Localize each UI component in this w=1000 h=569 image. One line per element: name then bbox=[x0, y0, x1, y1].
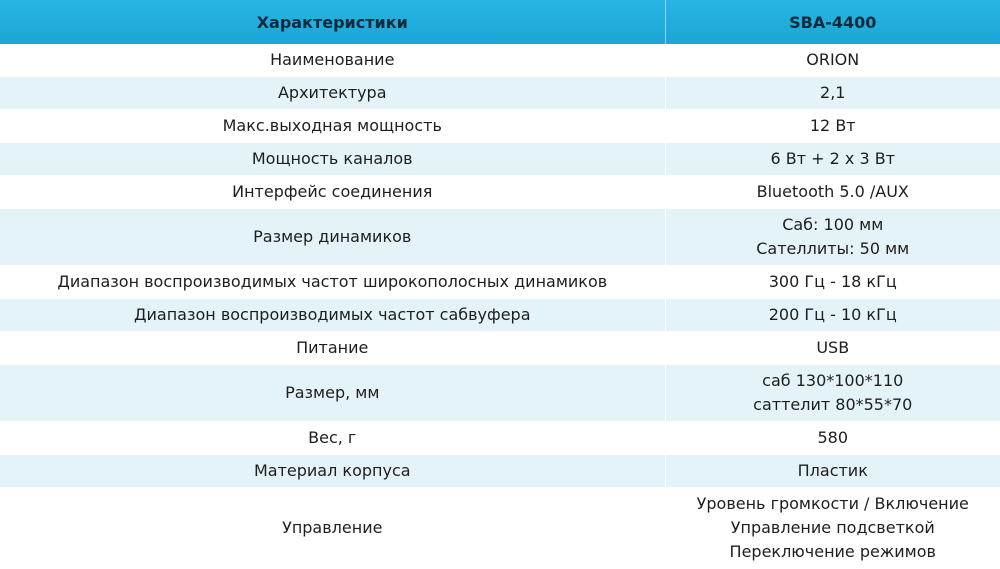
spec-value-line: 6 Вт + 2 х 3 Вт bbox=[770, 149, 896, 168]
table-row bbox=[0, 77, 1000, 110]
spec-value-line: 300 Гц - 18 кГц bbox=[768, 272, 897, 291]
spec-label: Мощность каналов bbox=[0, 143, 665, 176]
spec-label: Архитектура bbox=[0, 77, 665, 110]
spec-label: Диапазон воспроизводимых частот широкополосных динамиков bbox=[0, 266, 665, 299]
spec-value-line: Переключение режимов bbox=[729, 542, 936, 561]
spec-value bbox=[665, 299, 1000, 332]
table-row bbox=[0, 110, 1000, 143]
table-body bbox=[0, 44, 1000, 569]
table-row bbox=[0, 176, 1000, 209]
spec-label: Интерфейс соединения bbox=[0, 176, 665, 209]
spec-value bbox=[665, 455, 1000, 488]
table-row bbox=[0, 332, 1000, 365]
spec-label: Материал корпуса bbox=[0, 455, 665, 488]
spec-label: Макс.выходная мощность bbox=[0, 110, 665, 143]
spec-value-line: Управление подсветкой bbox=[730, 518, 935, 537]
spec-value-line: 200 Гц - 10 кГц bbox=[768, 305, 897, 324]
header-characteristics: Характеристики bbox=[0, 0, 665, 44]
spec-value bbox=[665, 77, 1000, 110]
spec-value bbox=[665, 176, 1000, 209]
spec-label: Управление bbox=[0, 488, 665, 569]
spec-value-line: 12 Вт bbox=[809, 116, 856, 135]
spec-label: Диапазон воспроизводимых частот сабвуфера bbox=[0, 299, 665, 332]
spec-value bbox=[665, 143, 1000, 176]
spec-value bbox=[665, 266, 1000, 299]
spec-value-line: саб 130*100*110 bbox=[762, 371, 904, 390]
spec-value-line: Уровень громкости / Включение bbox=[696, 494, 969, 513]
table-row bbox=[0, 143, 1000, 176]
table-row bbox=[0, 209, 1000, 266]
spec-value-line: USB bbox=[816, 338, 850, 357]
spec-value-line: Саб: 100 мм bbox=[782, 215, 884, 234]
spec-label: Наименование bbox=[0, 44, 665, 77]
spec-value-line: 2,1 bbox=[820, 83, 846, 102]
spec-value-line: саттелит 80*55*70 bbox=[753, 395, 913, 414]
spec-value bbox=[665, 332, 1000, 365]
spec-value-line: Сателлиты: 50 мм bbox=[756, 239, 910, 258]
table-row bbox=[0, 422, 1000, 455]
spec-value bbox=[665, 365, 1000, 422]
header-model: SBA-4400 bbox=[665, 0, 1000, 44]
spec-value-line: ORION bbox=[806, 50, 860, 69]
spec-value-line: Bluetooth 5.0 /AUX bbox=[756, 182, 909, 201]
table-row bbox=[0, 455, 1000, 488]
spec-value-line: 580 bbox=[817, 428, 849, 447]
spec-value bbox=[665, 110, 1000, 143]
spec-label: Размер, мм bbox=[0, 365, 665, 422]
spec-value-line: Пластик bbox=[797, 461, 868, 480]
spec-value bbox=[665, 209, 1000, 266]
table-row bbox=[0, 266, 1000, 299]
table-row bbox=[0, 488, 1000, 569]
spec-label: Размер динамиков bbox=[0, 209, 665, 266]
spec-value bbox=[665, 488, 1000, 569]
spec-label: Вес, г bbox=[0, 422, 665, 455]
spec-value bbox=[665, 44, 1000, 77]
table-row bbox=[0, 44, 1000, 77]
spec-value bbox=[665, 422, 1000, 455]
table-row bbox=[0, 365, 1000, 422]
table-header-row bbox=[0, 0, 1000, 44]
spec-label: Питание bbox=[0, 332, 665, 365]
table-row bbox=[0, 299, 1000, 332]
